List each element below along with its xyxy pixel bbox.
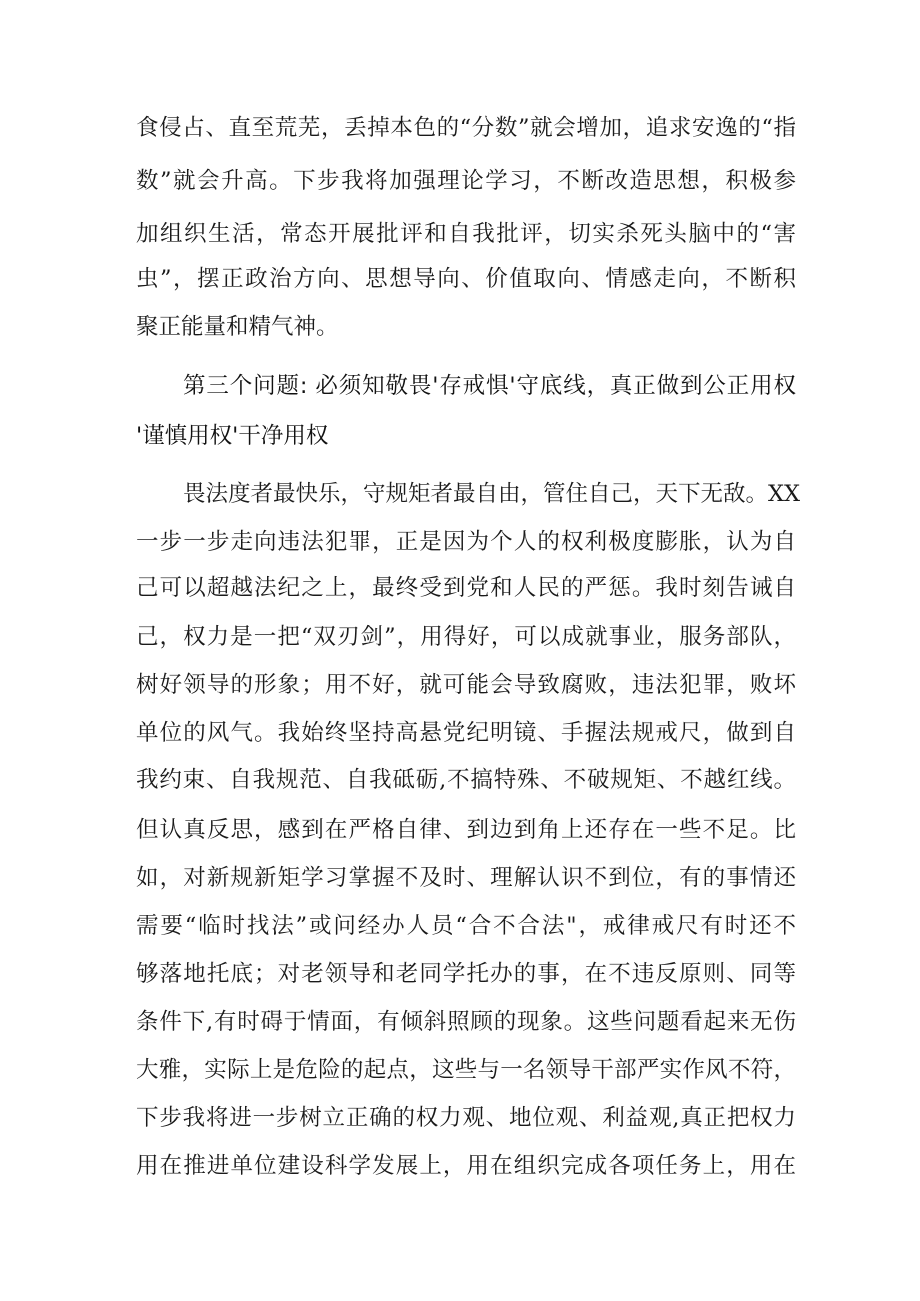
paragraph-1-line: 加组织生活，常态开展批评和自我批评，切实杀死头脑中的“害 [136, 221, 796, 247]
paragraph-2-line: 条件下,有时碍于情面，有倾斜照顾的现象。这些问题看起来无伤 [136, 1009, 796, 1035]
paragraph-2-line: 畏法度者最快乐，守规矩者最自由，管住自己，天下无敌。XX [183, 481, 801, 507]
section-heading-line: '谨慎用权'干净用权 [136, 423, 329, 449]
paragraph-2-line: 我约束、自我规范、自我砥砺,不搞特殊、不破规矩、不越红线。 [136, 767, 796, 793]
paragraph-2-line: 需要“临时找法”或问经办人员“合不合法"，戒律戒尺有时还不 [136, 913, 796, 939]
paragraph-2-line: 单位的风气。我始终坚持高悬党纪明镜、手握法规戒尺，做到自 [136, 720, 796, 746]
paragraph-1-line: 虫”，摆正政治方向、思想导向、价值取向、情感走向，不断积 [136, 266, 796, 292]
paragraph-2-line: 树好领导的形象；用不好，就可能会导致腐败，违法犯罪，败坏 [136, 672, 796, 698]
paragraph-2-line: 己，权力是一把“双刃剑”，用得好，可以成就事业，服务部队， [136, 624, 796, 650]
paragraph-2-line: 够落地托底；对老领导和老同学托办的事，在不违反原则、同等 [136, 961, 796, 987]
paragraph-1-line: 数”就会升高。下步我将加强理论学习，不断改造思想，积极参 [136, 168, 796, 194]
paragraph-2-line: 但认真反思，感到在严格自律、到边到角上还存在一些不足。比 [136, 817, 796, 843]
paragraph-1-line: 食侵占、直至荒芜，丢掉本色的“分数”就会增加，追求安逸的“指 [136, 115, 796, 141]
paragraph-2-line: 如，对新规新矩学习掌握不及时、理解认识不到位，有的事情还 [136, 865, 796, 891]
paragraph-1-line: 聚正能量和精气神。 [136, 314, 339, 340]
paragraph-2-line: 下步我将进一步树立正确的权力观、地位观、利益观,真正把权力 [136, 1105, 796, 1131]
section-heading-line: 第三个问题: 必须知敬畏'存戒惧'守底线，真正做到公正用权 [183, 373, 796, 399]
paragraph-2-line: 大雅，实际上是危险的起点，这些与一名领导干部严实作风不符， [136, 1057, 796, 1083]
paragraph-2-line: 用在推进单位建设科学发展上，用在组织完成各项任务上，用在 [136, 1153, 796, 1179]
paragraph-2-line: 己可以超越法纪之上，最终受到党和人民的严惩。我时刻告诫自 [136, 575, 796, 601]
paragraph-2-line: 一步一步走向违法犯罪，正是因为个人的权利极度膨胀，认为自 [136, 529, 796, 555]
